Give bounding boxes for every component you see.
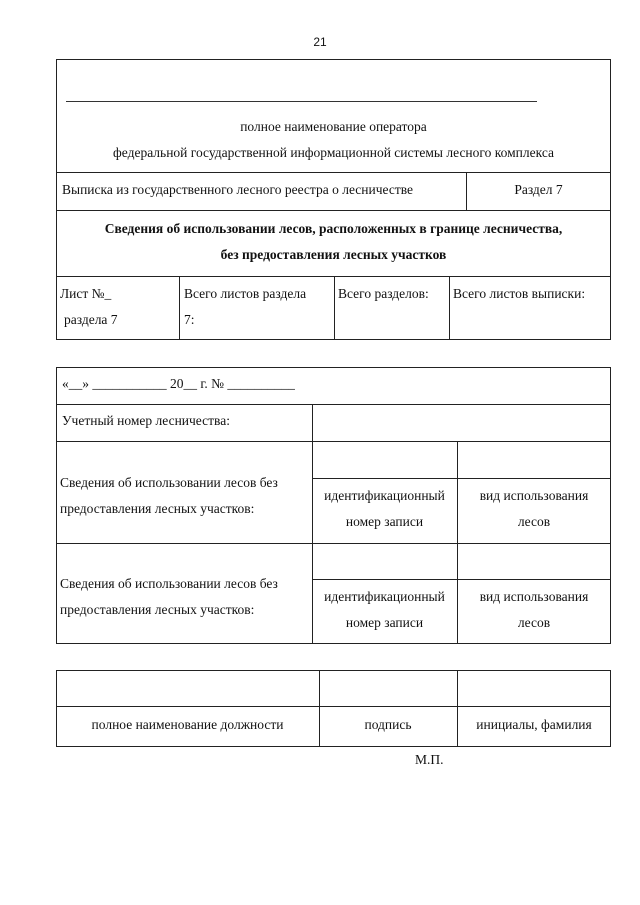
signature-caption: подпись: [364, 717, 412, 732]
record-id-label-2: номер записи: [345, 514, 424, 529]
page-number: 21: [313, 35, 327, 49]
row-divider: [56, 210, 611, 211]
record-id-label: идентификационный: [324, 488, 445, 503]
record-id-label-2: номер записи: [345, 615, 424, 630]
record-id-label: идентификационный: [324, 589, 445, 604]
usage-type-label-2: лесов: [517, 615, 551, 630]
extract-title: Выписка из государственного лесного реестра о лесничестве: [62, 182, 414, 197]
total-section-sheets-label-2: 7:: [184, 312, 195, 327]
signature-box: [56, 670, 611, 747]
usage-label-line1: Сведения об использовании лесов без: [60, 475, 278, 490]
total-section-sheets-label: Всего листов раздела: [184, 286, 307, 301]
row-divider: [56, 543, 611, 544]
total-sections-label: Всего разделов:: [338, 286, 429, 301]
account-number-label: Учетный номер лесничества:: [62, 413, 230, 428]
column-divider: [179, 276, 180, 340]
column-divider: [334, 276, 335, 340]
name-caption: инициалы, фамилия: [476, 717, 592, 732]
total-extract-sheets-label: Всего листов выписки:: [453, 286, 586, 301]
operator-caption: полное наименование оператора: [240, 119, 427, 134]
section-title-line1: Сведения об использовании лесов, расположенных в границе лесничества,: [104, 221, 563, 236]
column-divider: [319, 670, 320, 747]
usage-type-label: вид использования: [479, 488, 589, 503]
operator-name-line: [66, 101, 537, 102]
cell-divider: [312, 579, 611, 580]
row-divider: [56, 441, 611, 442]
usage-label-line1: Сведения об использовании лесов без: [60, 576, 278, 591]
usage-label-line2: предоставления лесных участков:: [60, 501, 255, 516]
row-divider: [56, 172, 611, 173]
usage-type-label: вид использования: [479, 589, 589, 604]
column-divider: [457, 670, 458, 747]
column-divider: [449, 276, 450, 340]
date-line: «__» ___________ 20__ г. № __________: [62, 376, 295, 391]
system-caption: федеральной государственной информационной системы лесного комплекса: [113, 145, 554, 160]
section-label: Раздел 7: [514, 182, 563, 197]
position-caption: полное наименование должности: [91, 717, 284, 732]
signature-line: [56, 706, 611, 707]
sheet-number-label-2: раздела 7: [64, 312, 118, 327]
cell-divider: [312, 478, 611, 479]
usage-type-label-2: лесов: [517, 514, 551, 529]
sheet-number-label: Лист №_: [60, 286, 112, 301]
row-divider: [56, 404, 611, 405]
section-title-line2: без предоставления лесных участков: [220, 247, 447, 262]
usage-label-line2: предоставления лесных участков:: [60, 602, 255, 617]
stamp-label: М.П.: [415, 752, 444, 767]
